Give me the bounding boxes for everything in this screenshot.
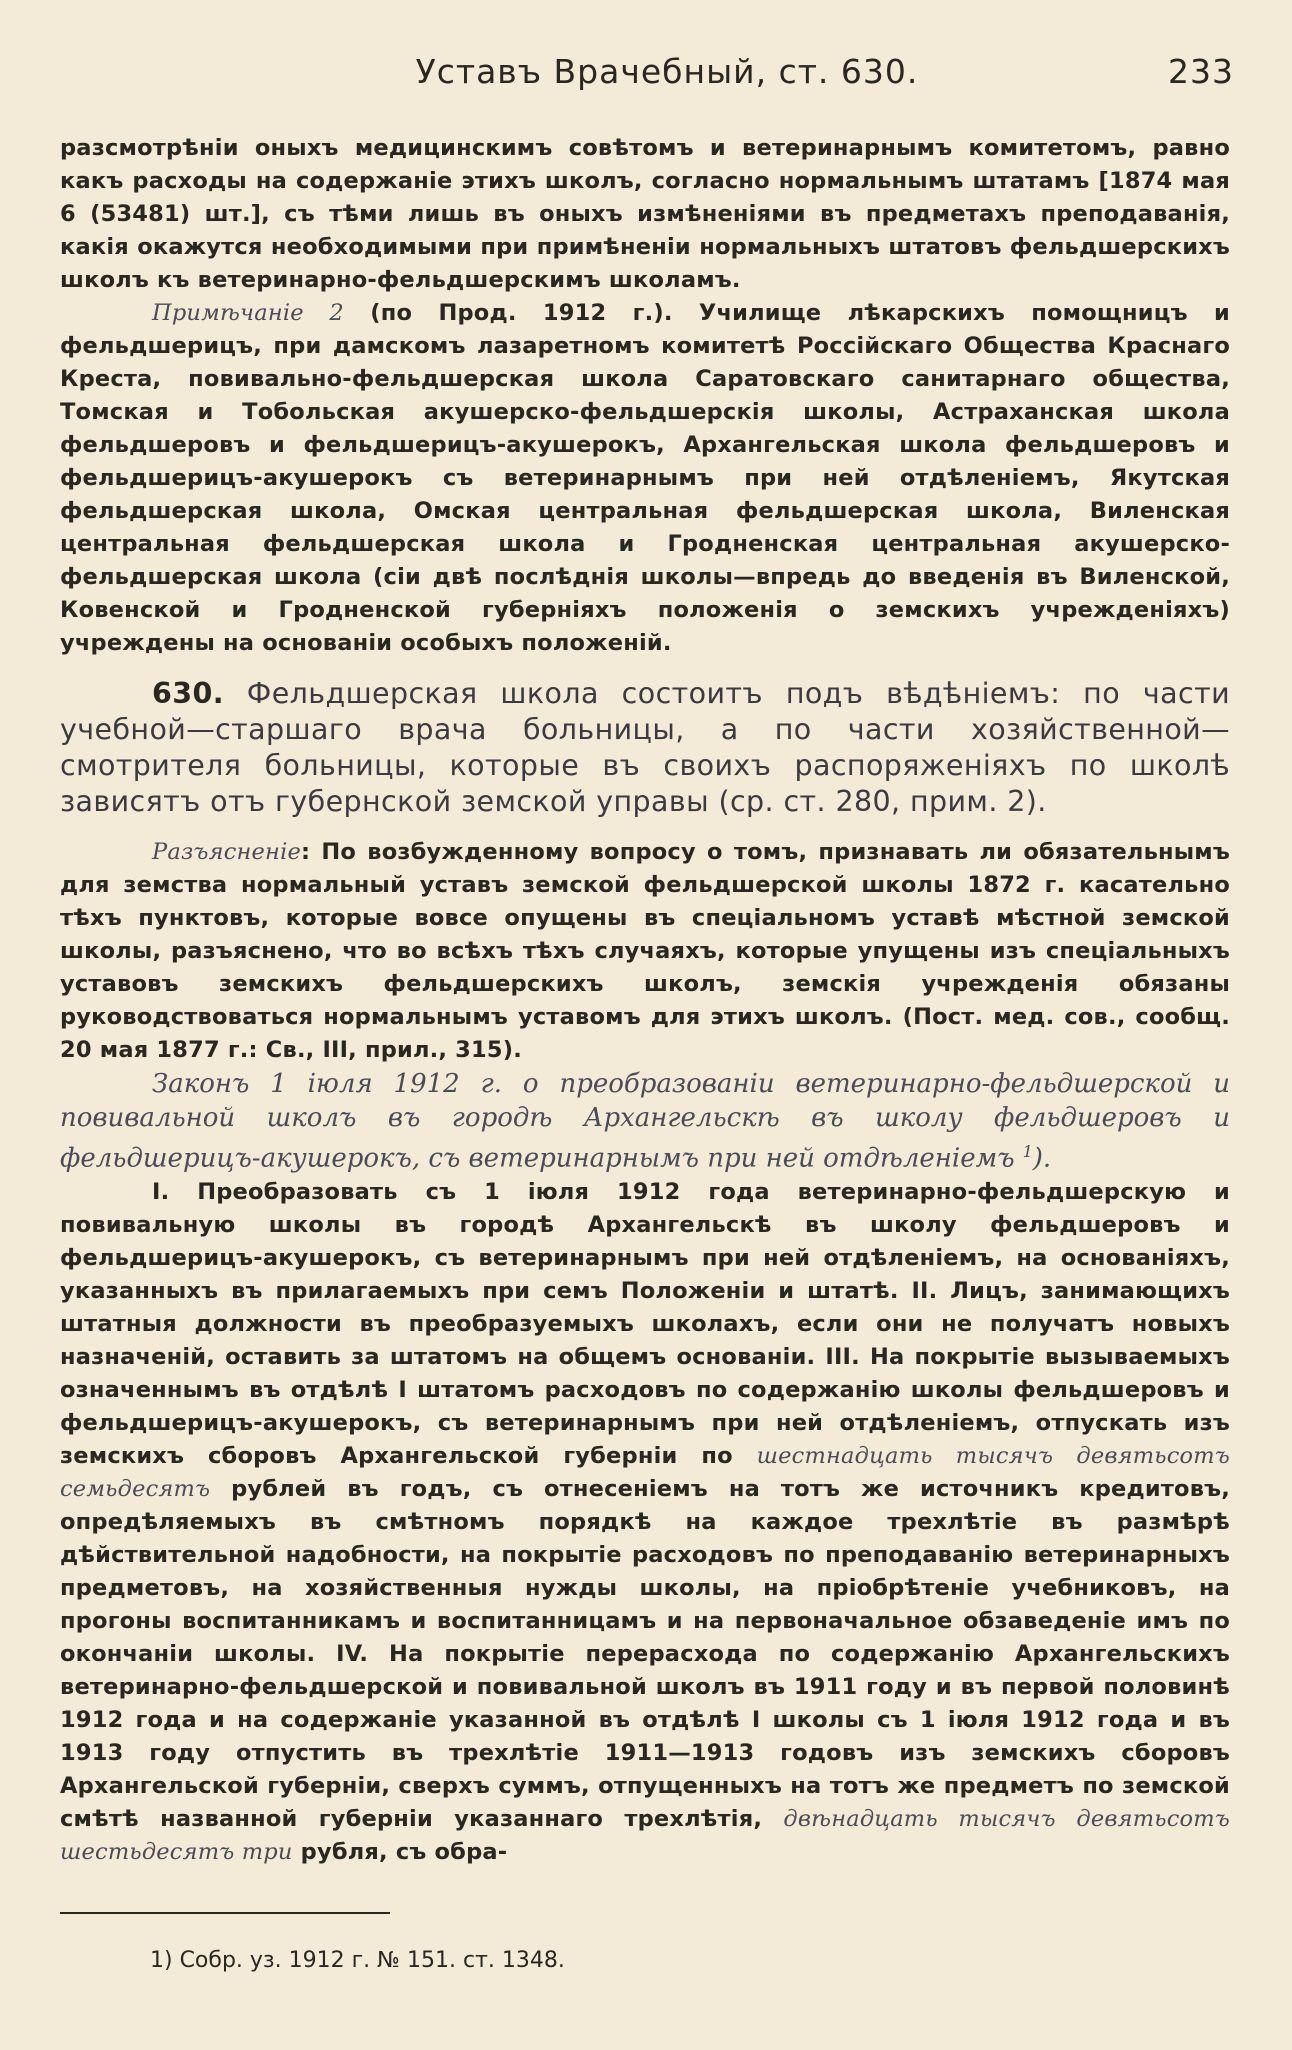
law-body-part-3: рубля, съ обра- [292,1838,508,1865]
article-text: Фельдшерская школа состоитъ подъ вѣдѣніемъ: по части учебной—старшаго врача больницы, а по части хозяйственной—смотрителя больницы, которые въ своихъ распоряженіяхъ по школѣ зависятъ отъ губернской земской управы (ср. ст. 280, прим. 2). [60,677,1230,818]
article-number: 630. [152,677,224,710]
spacer [60,820,1230,836]
article-630 [60,676,1230,820]
law-title-end: ). [1032,1143,1052,1174]
law-title [60,1067,1230,1176]
page-header [60,52,1234,112]
law-amount-2: двѣнадцать тысячъ девятьсотъ шестьдесятъ три [60,1805,1231,1865]
note-2-paragraph [60,297,1230,660]
footnote-divider [60,1912,390,1914]
page-body [60,132,1230,1869]
law-body-part-2: рублей въ годъ, съ отнесеніемъ на тотъ же источникъ кредитовъ, опредѣляемыхъ въ смѣтномъ порядкѣ на каждое трехлѣтіе въ размѣрѣ дѣйствительной надобности, на покрытіе расходовъ по преподаванію ветеринарныхъ предметовъ, на хозяйственныя нужды школы, на пріобрѣтеніе учебниковъ, на прогоны воспитанникамъ и воспитанницамъ и на первоначальное обзаведеніе имъ по окончаніи школы. IV. На покрытіе перерасхода по содержанію Архангельскихъ ветеринарно-фельдшерской и повивальной школъ въ 1911 году и въ первой половинѣ 1912 года и на содержаніе указанной въ отдѣлѣ I школы съ 1 іюля 1912 года и въ 1913 году отпустить въ трехлѣтіе 1911—1913 годовъ изъ земскихъ сборовъ Архангельской губерніи, сверхъ суммъ, отпущенныхъ на тотъ же предметъ по земской смѣтѣ названной губерніи указаннаго трехлѣтія, [60,1475,1230,1832]
footnote: 1) Собр. уз. 1912 г. № 151. ст. 1348. [150,1948,565,1973]
law-body-part-1: I. Преобразовать съ 1 іюля 1912 года ветеринарно-фельдшерскую и повивальную школы въ городѣ Архангельскѣ въ школу фельдшеровъ и фельдшерицъ-акушерокъ, съ ветеринарнымъ при ней отдѣленіемъ, на основаніяхъ, указанныхъ въ прилагаемыхъ при семъ Положеніи и штатѣ. II. Лицъ, занимающихъ штатныя должности въ преобразуемыхъ школахъ, если они не получатъ новыхъ назначеній, оставить за штатомъ на общемъ основаніи. III. На покрытіе вызываемыхъ означеннымъ въ отдѣлѣ I штатомъ расходовъ по содержанію школы фельдшеровъ и фельдшерицъ-акушерокъ, съ ветеринарнымъ при ней отдѣленіемъ, отпускать изъ земскихъ сборовъ Архангельской губерніи по [60,1178,1230,1469]
law-body-paragraph [60,1176,1230,1869]
explanation-text: : По возбужденному вопросу о томъ, признавать ли обязательнымъ для земства нормальный уставъ земской фельдшерской школы 1872 г. касательно тѣхъ пунктовъ, которые вовсе опущены въ спеціальномъ уставѣ мѣстной земской школы, разъяснено, что во всѣхъ тѣхъ случаяхъ, которые упущены изъ спеціальныхъ уставовъ земскихъ фельдшерскихъ школъ, земскія учрежденія обязаны руководствоваться нормальнымъ уставомъ для этихъ школъ. (Пост. мед. сов., сообщ. 20 мая 1877 г.: Св., III, прил., 315). [60,839,1230,1063]
running-title: Уставъ Врачебный, ст. 630. [415,52,919,91]
note-2-text: (по Прод. 1912 г.). Училище лѣкарскихъ помощницъ и фельдшерицъ, при дамскомъ лазаретномъ комитетѣ Россійскаго Общества Краснаго Креста, повивально-фельдшерская школа Саратовскаго санитарнаго общества, Томская и Тобольская акушерско-фельдшерскія школы, Астраханская школа фельдшеровъ и фельдшерицъ-акушерокъ, Архангельская школа фельдшеровъ и фельдшерицъ-акушерокъ съ ветеринарнымъ при ней отдѣленіемъ, Якутская фельдшерская школа, Омская центральная фельдшерская школа, Виленская центральная фельдшерская школа и Гродненская центральная акушерско-фельдшерская школа (сіи двѣ послѣднія школы—впредь до введенія въ Виленской, Ковенской и Гродненской губерніяхъ положенія о земскихъ учрежденіяхъ) учреждены на основаніи особыхъ положеній. [60,300,1230,656]
explanation-paragraph [60,836,1230,1067]
law-title-text: Законъ 1 іюля 1912 г. о преобразованіи ветеринарно-фельдшерской и повивальной школъ въ городѣ Архангельскѣ въ школу фельдшеровъ и фельдшерицъ-акушерокъ, съ ветеринарнымъ при ней отдѣленіемъ [60,1069,1230,1174]
page-number: 233 [1168,52,1234,91]
law-amount-1: шестнадцать тысячъ девятьсотъ семьдесятъ [60,1442,1231,1502]
continuation-paragraph: разсмотрѣніи оныхъ медицинскимъ совѣтомъ и ветеринарнымъ комитетомъ, равно какъ расходы на содержаніе этихъ школъ, согласно нормальнымъ штатамъ [1874 мая 6 (53481) шт.], съ тѣми лишь въ оныхъ измѣненіями въ предметахъ преподаванія, какія окажутся необходимыми при примѣненіи нормальныхъ штатовъ фельдшерскихъ школъ къ ветеринарно-фельдшерскимъ школамъ. [60,135,1230,293]
note-2-label: Примѣчаніе 2 [152,300,344,326]
explanation-label: Разъясненіе [152,839,301,865]
footnote-marker[interactable]: 1 [1022,1143,1033,1161]
